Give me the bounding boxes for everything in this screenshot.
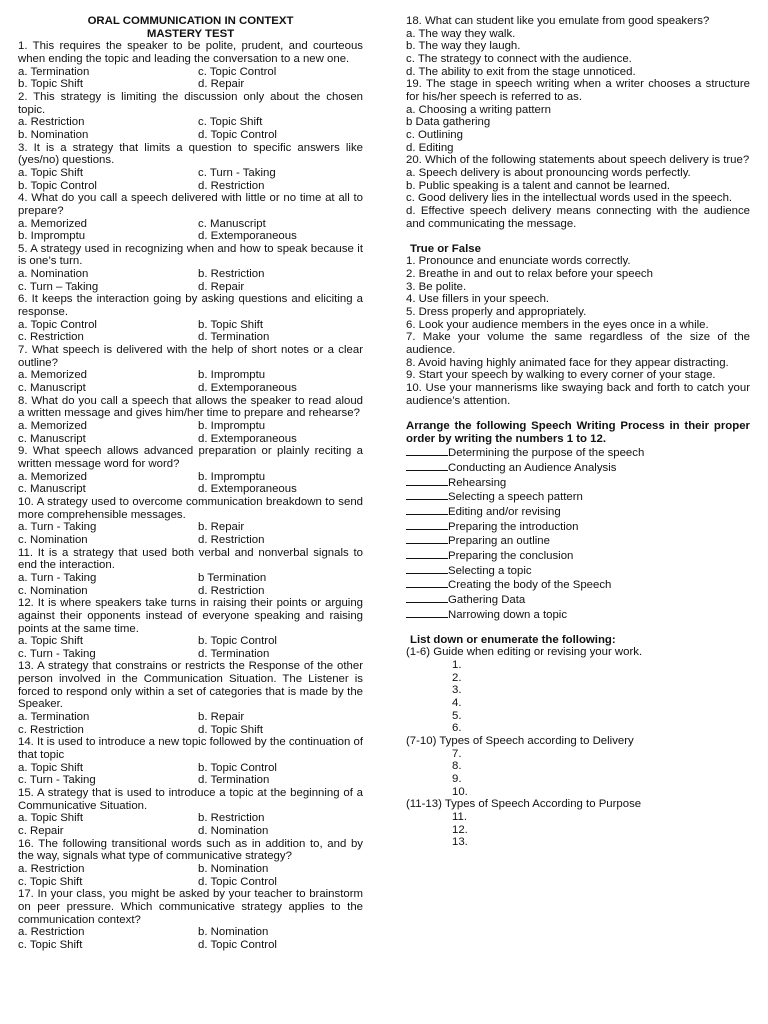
answer-option: c. Outlining xyxy=(406,128,463,141)
answer-option: b. Topic Shift xyxy=(198,318,264,331)
arrange-item-label: Narrowing down a topic xyxy=(448,608,568,621)
answer-options xyxy=(18,812,363,837)
arrange-item xyxy=(406,445,750,460)
left-column xyxy=(18,15,363,952)
enumerate-number: 1. xyxy=(452,659,462,672)
answer-option: a. Speech delivery is about pronouncing words perfectly. xyxy=(406,166,691,179)
answer-blank xyxy=(406,548,448,559)
answer-option: c. Good delivery lies in the intellectual words used in the speech. xyxy=(406,192,733,205)
answer-option: b Data gathering xyxy=(406,116,491,129)
enumerate-number: 9. xyxy=(452,773,462,786)
enumerate-number: 6. xyxy=(452,722,462,735)
right-question-list xyxy=(406,15,750,230)
arrange-item xyxy=(406,519,750,534)
enumerate-number: 10. xyxy=(452,785,468,798)
answer-option: d. Termination xyxy=(198,647,270,660)
answer-option: c. Restriction xyxy=(18,331,84,344)
question-block xyxy=(18,344,363,395)
question-text: 17. In your class, you might be asked by your teacher to brainstorm on peer pressure. Which communicative strategy applies to the communication context? xyxy=(18,888,363,926)
question-block xyxy=(18,597,363,660)
answer-option: d. Topic Shift xyxy=(198,723,264,736)
question-text: 12. It is where speakers take turns in raising their points or arguing against their opponents instead of everyone speaking and raising points at the same time. xyxy=(18,597,363,635)
enumerate-number: 8. xyxy=(452,760,462,773)
question-block xyxy=(18,142,363,193)
question-text: 14. It is used to introduce a new topic followed by the continuation of that topic xyxy=(18,736,363,762)
enumerate-list xyxy=(406,646,750,849)
question-text: 8. What do you call a speech that allows the speaker to read aloud a written message and gives him/her time to prepare and rehearse? xyxy=(18,394,363,420)
question-block xyxy=(406,15,750,78)
question-block xyxy=(18,40,363,91)
answer-option: a. Topic Shift xyxy=(18,635,84,648)
answer-option: a. Termination xyxy=(18,711,90,724)
answer-option: c. Nomination xyxy=(18,584,88,597)
question-block xyxy=(18,547,363,598)
answer-option: b. Topic Control xyxy=(198,635,277,648)
enumerate-group-label: (7-10) Types of Speech according to Delivery xyxy=(406,735,634,748)
arrange-item-label: Rehearsing xyxy=(448,476,507,489)
enumerate-number: 11. xyxy=(452,810,467,823)
question-block xyxy=(18,293,363,344)
answer-option: b. Nomination xyxy=(198,862,269,875)
answer-option: c. Manuscript xyxy=(18,483,86,496)
question-text: 1. This requires the speaker to be polite, prudent, and courteous when ending the topic and leading the conversation to a new one. xyxy=(18,40,363,65)
answer-option: d. Effective speech delivery means connecting with the audience and communicating the message. xyxy=(406,204,750,230)
answer-option: a. Turn - Taking xyxy=(18,571,97,584)
answer-options xyxy=(18,268,363,293)
answer-option: c. Repair xyxy=(18,825,64,837)
answer-option: b. Restriction xyxy=(198,268,265,281)
answer-options xyxy=(18,420,363,445)
enumerate-number: 7. xyxy=(452,747,462,760)
answer-option: a. Termination xyxy=(18,65,90,78)
arrange-item-label: Conducting an Audience Analysis xyxy=(448,461,617,474)
arrange-item-label: Editing and/or revising xyxy=(448,505,561,518)
question-block xyxy=(18,243,363,294)
answer-blank xyxy=(406,592,448,603)
answer-options xyxy=(18,711,363,736)
answer-option: d. Extemporaneous xyxy=(198,382,297,395)
true-false-list xyxy=(406,255,750,407)
arrange-item-label: Preparing an outline xyxy=(448,535,550,548)
answer-option: b. Topic Shift xyxy=(18,78,84,91)
question-text: 18. What can student like you emulate from good speakers? xyxy=(406,15,710,27)
arrange-item xyxy=(406,563,750,578)
true-false-item: 2. Breathe in and out to relax before your speech xyxy=(406,268,653,281)
answer-blank xyxy=(406,563,448,574)
answer-options xyxy=(18,926,363,951)
answer-options xyxy=(18,218,363,243)
enumerate-number: 2. xyxy=(452,671,462,684)
arrange-item xyxy=(406,548,750,563)
answer-options xyxy=(18,319,363,344)
arrange-list xyxy=(406,445,750,621)
question-text: 2. This strategy is limiting the discussion only about the chosen topic. xyxy=(18,90,363,116)
answer-option: b. Nomination xyxy=(18,128,89,141)
answer-options xyxy=(18,521,363,546)
true-false-item: 5. Dress properly and appropriately. xyxy=(406,306,587,319)
true-false-item: 7. Make your volume the same regardless of the size of the audience. xyxy=(406,331,750,357)
answer-option: a. Topic Control xyxy=(18,318,97,331)
answer-option: d. Extemporaneous xyxy=(198,483,297,496)
question-block xyxy=(406,78,750,154)
left-question-list xyxy=(18,40,363,951)
question-block xyxy=(18,445,363,496)
answer-option: c. The strategy to connect with the audience. xyxy=(406,52,632,65)
answer-option: d. Restriction xyxy=(198,179,265,192)
answer-option: d. Nomination xyxy=(198,825,269,837)
answer-option: d. The ability to exit from the stage unnoticed. xyxy=(406,65,636,78)
answer-option: d. Termination xyxy=(198,774,270,787)
answer-options xyxy=(18,167,363,192)
arrange-item-label: Preparing the conclusion xyxy=(448,549,574,562)
question-text: 19. The stage in speech writing when a writer chooses a structure for his/her speech is referred to as. xyxy=(406,78,750,103)
true-false-item: 3. Be polite. xyxy=(406,280,467,293)
arrange-item-label: Selecting a speech pattern xyxy=(448,491,583,504)
true-false-item: 8. Avoid having highly animated face for they appear distracting. xyxy=(406,356,729,369)
question-text: 3. It is a strategy that limits a question to specific answers like (yes/no) questions. xyxy=(18,141,363,167)
question-text: 6. It keeps the interaction going by asking questions and eliciting a response. xyxy=(18,293,363,319)
enumerate-number: 4. xyxy=(452,697,462,710)
answer-option: b. Topic Control xyxy=(198,761,277,774)
answer-option: b. Impromptu xyxy=(198,470,266,483)
answer-blank xyxy=(406,577,448,588)
true-false-item: 1. Pronounce and enunciate words correctly. xyxy=(406,255,631,268)
answer-option: c. Topic Shift xyxy=(18,938,83,951)
answer-option: c. Nomination xyxy=(18,533,88,546)
question-text: 5. A strategy used in recognizing when and how to speak because it is one’s turn. xyxy=(18,242,363,268)
enumerate-heading: List down or enumerate the following: xyxy=(410,633,616,646)
answer-option: c. Turn - Taking xyxy=(18,774,96,787)
answer-option: a. Memorized xyxy=(18,369,88,382)
answer-option: c. Turn – Taking xyxy=(18,280,99,293)
answer-option: b. Topic Control xyxy=(18,179,97,192)
question-text: 20. Which of the following statements about speech delivery is true? xyxy=(406,154,750,167)
answer-option: a. Restriction xyxy=(18,862,85,875)
question-text: 15. A strategy that is used to introduce a topic at the beginning of a Communicative Situation. xyxy=(18,787,363,812)
answer-options xyxy=(18,635,363,660)
answer-option: b. Impromptu xyxy=(198,420,266,432)
answer-option: c. Restriction xyxy=(18,723,84,736)
answer-blank xyxy=(406,533,448,544)
question-text: 16. The following transitional words such as in addition to, and by the way, signals what type of communicative strategy? xyxy=(18,837,363,863)
arrange-item-label: Determining the purpose of the speech xyxy=(448,447,645,460)
arrange-item xyxy=(406,489,750,504)
answer-blank xyxy=(406,504,448,515)
answer-options xyxy=(18,572,363,597)
question-text: 9. What speech allows advanced preparation or plainly reciting a written message word for word? xyxy=(18,445,363,470)
arrange-item-label: Preparing the introduction xyxy=(448,520,579,533)
answer-option: a. The way they walk. xyxy=(406,27,516,40)
answer-option: d. Repair xyxy=(198,280,245,293)
answer-option: c. Manuscript xyxy=(198,217,266,230)
enumerate-number: 12. xyxy=(452,823,468,836)
question-block xyxy=(18,395,363,446)
true-false-item: 9. Start your speech by walking to every corner of your stage. xyxy=(406,369,716,382)
answer-option: d. Extemporaneous xyxy=(198,230,297,243)
answer-blank xyxy=(406,489,448,500)
answer-option: b. Nomination xyxy=(198,926,269,939)
answer-option: b. The way they laugh. xyxy=(406,40,521,53)
answer-option: b. Impromptu xyxy=(18,230,86,243)
answer-option: d. Extemporaneous xyxy=(198,432,297,445)
true-false-item: 10. Use your mannerisms like swaying back and forth to catch your audience’s attention. xyxy=(406,382,750,407)
question-text: 10. A strategy used to overcome communication breakdown to send more comprehensible messages. xyxy=(18,495,363,521)
answer-options xyxy=(18,471,363,496)
answer-option: d. Repair xyxy=(198,78,245,91)
answer-option: b Termination xyxy=(198,571,267,584)
arrange-item xyxy=(406,460,750,475)
answer-option: a. Topic Shift xyxy=(18,166,84,179)
true-false-item: 6. Look your audience members in the eyes once in a while. xyxy=(406,318,709,331)
answer-option: a. Memorized xyxy=(18,470,88,483)
answer-blank xyxy=(406,445,448,456)
question-text: 13. A strategy that constrains or restricts the Response of the other person involved in the Communication Situation. The Listener is forced to respond only within a set of categories that is made by the Speaker. xyxy=(18,660,363,711)
answer-option: c. Turn - Taking xyxy=(198,166,276,179)
arrange-item xyxy=(406,504,750,519)
page-subtitle: MASTERY TEST xyxy=(146,27,235,40)
answer-option: b. Repair xyxy=(198,521,245,534)
question-block xyxy=(18,888,363,951)
arrange-item-label: Creating the body of the Speech xyxy=(448,579,612,592)
arrange-item-label: Selecting a topic xyxy=(448,564,532,577)
answer-option: c. Topic Shift xyxy=(18,875,83,888)
question-block xyxy=(18,736,363,787)
question-block xyxy=(18,192,363,243)
question-block xyxy=(18,838,363,889)
answer-option: c. Turn - Taking xyxy=(18,647,96,660)
answer-option: c. Manuscript xyxy=(18,382,86,395)
answer-option: a. Restriction xyxy=(18,926,85,939)
answer-option: c. Topic Control xyxy=(198,65,277,78)
answer-options xyxy=(18,66,363,91)
answer-option: a. Turn - Taking xyxy=(18,521,97,534)
answer-option: a. Choosing a writing pattern xyxy=(406,103,551,116)
arrange-item xyxy=(406,533,750,548)
answer-option: d. Topic Control xyxy=(198,128,277,141)
arrange-item-label: Gathering Data xyxy=(448,593,526,606)
question-text: 4. What do you call a speech delivered with little or no time at all to prepare? xyxy=(18,192,363,217)
answer-option: c. Manuscript xyxy=(18,432,86,445)
page-title: ORAL COMMUNICATION IN CONTEXT xyxy=(87,15,294,27)
question-text: 11. It is a strategy that used both verbal and nonverbal signals to end the interaction. xyxy=(18,546,363,572)
answer-option: b. Repair xyxy=(198,711,245,724)
answer-option: b. Restriction xyxy=(198,812,265,825)
answer-option: b. Public speaking is a talent and cannot be learned. xyxy=(406,179,671,192)
answer-option: d. Editing xyxy=(406,141,454,154)
arrange-heading: Arrange the following Speech Writing Process in their proper order by writing the numbers 1 to 12. xyxy=(406,419,750,445)
answer-options xyxy=(18,863,363,888)
enumerate-group-label: (1-6) Guide when editing or revising your work. xyxy=(406,646,643,659)
question-block xyxy=(406,154,750,230)
question-block xyxy=(18,660,363,736)
answer-blank xyxy=(406,519,448,530)
question-block xyxy=(18,496,363,547)
enumerate-number: 5. xyxy=(452,709,462,722)
answer-blank xyxy=(406,460,448,471)
answer-option: d. Restriction xyxy=(198,584,265,597)
answer-option: a. Nomination xyxy=(18,268,89,281)
enumerate-group-label: (11-13) Types of Speech According to Purpose xyxy=(406,798,642,811)
arrange-item xyxy=(406,592,750,607)
answer-option: a. Topic Shift xyxy=(18,812,84,825)
arrange-item xyxy=(406,475,750,490)
question-text: 7. What speech is delivered with the help of short notes or a clear outline? xyxy=(18,344,363,369)
question-block xyxy=(18,91,363,142)
answer-option: d. Topic Control xyxy=(198,938,277,951)
answer-blank xyxy=(406,475,448,486)
answer-blank xyxy=(406,607,448,618)
enumerate-number: 13. xyxy=(452,836,468,849)
answer-option: d. Restriction xyxy=(198,533,265,546)
answer-option: a. Topic Shift xyxy=(18,761,84,774)
arrange-item xyxy=(406,607,750,622)
answer-option: b. Impromptu xyxy=(198,369,266,382)
answer-options xyxy=(18,762,363,787)
answer-options xyxy=(18,116,363,141)
true-false-heading: True or False xyxy=(410,242,481,255)
right-column xyxy=(406,15,750,849)
answer-option: a. Restriction xyxy=(18,116,85,129)
answer-option: d. Topic Control xyxy=(198,875,277,888)
answer-option: a. Memorized xyxy=(18,217,88,230)
true-false-item: 4. Use fillers in your speech. xyxy=(406,293,550,306)
answer-option: a. Memorized xyxy=(18,420,88,432)
answer-option: c. Topic Shift xyxy=(198,116,263,129)
arrange-item xyxy=(406,577,750,592)
enumerate-number: 3. xyxy=(452,684,462,697)
answer-option: d. Termination xyxy=(198,331,270,344)
question-block xyxy=(18,787,363,838)
answer-options xyxy=(18,369,363,394)
